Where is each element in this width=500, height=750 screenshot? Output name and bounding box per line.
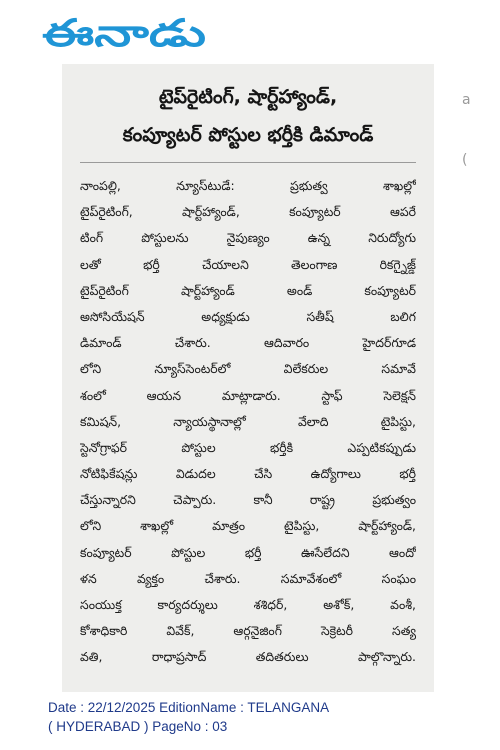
body-line: స్టెనోగ్రాఫర్‌ పోస్టుల భర్తీకి ఎప్పటికప్పుడు [80, 439, 416, 455]
body-line: ళన వ్యక్తం చేశారు. సమావేశంలో సంఘం [80, 570, 416, 586]
body-line: నాంపల్లి, న్యూస్‌టుడే: ప్రభుత్వ శాఖల్లో [80, 178, 416, 193]
logo-text: ఈనాడు [42, 11, 206, 55]
body-line: కమిషన్‌, న్యాయస్థానాల్లో వేలాది టైపిస్టు, [80, 413, 416, 429]
body-line: టైప్‌రైటింగ్‌ షార్ట్‌హ్యాండ్‌ అండ్‌ కంప్యూటర్‌ [80, 282, 416, 298]
headline-line-2: కంప్యూటర్‌ పోస్టుల భర్తీకి డిమాండ్‌ [122, 124, 374, 146]
adjacent-article-fragment: ( [462, 152, 468, 168]
body-line: చేస్తున్నారని చెప్పారు. కానీ రాష్ట్ర ప్రభుత్వం [80, 492, 416, 508]
body-line: లోని శాఖల్లో మాత్రం టైపిస్టు, షార్ట్‌హ్యాండ్‌, [80, 518, 416, 534]
body-line: టింగ్‌ పోస్టులను నైపుణ్యం ఉన్న నిరుద్యోగు [80, 230, 416, 246]
footer-date-edition: Date : 22/12/2025 EditionName : TELANGANA [48, 700, 330, 715]
body-line: టైప్‌రైటింగ్‌, షార్ట్‌హ్యాండ్‌, కంప్యూటర్‌ ఆపరే [80, 204, 416, 220]
clipping-footer [48, 698, 329, 736]
body-line: లోని న్యూస్‌సెంటర్‌లో విలేకరుల సమావే [80, 361, 416, 377]
article-headline [80, 78, 416, 154]
adjacent-article-fragment: a [462, 92, 471, 108]
eenadu-logo [40, 6, 210, 58]
headline-line-1: టైప్‌రైటింగ్‌, షార్ట్‌హ్యాండ్‌, [158, 86, 338, 108]
body-line: కోశాధికారి వివేక్‌, ఆర్గనైజింగ్‌ సెక్రెటరీ సత్య [80, 623, 416, 639]
body-line: శంలో ఆయన మాట్లాడారు. స్టాఫ్‌ సెలెక్షన్‌ [80, 387, 416, 403]
headline-divider [80, 162, 416, 163]
body-line: కంప్యూటర్‌ పోస్టుల భర్తీ ఊసేలేదని ఆందో [80, 544, 416, 560]
newspaper-clipping [62, 64, 434, 692]
body-line: అసోసియేషన్‌ అధ్యక్షుడు సతీష్‌ బలిగ [80, 308, 416, 324]
article-body [80, 173, 416, 671]
body-line: సంయుక్త కార్యదర్శులు శశిధర్‌, అశోక్‌, వంశీ, [80, 597, 416, 612]
body-line: వతి, రాధాప్రసాద్‌ తదితరులు పాల్గొన్నారు. [80, 649, 416, 665]
body-line: డిమాండ్‌ చేశారు. ఆదివారం హైదర్‌గూడ [80, 335, 416, 351]
body-line: లతో భర్తీ చేయాలని తెలంగాణ రికగ్నైజ్డ్‌ [80, 256, 416, 272]
body-line: నోటిఫికేషన్లు విడుదల చేసి ఉద్యోగాలు భర్తీ [80, 466, 416, 482]
footer-page-number: ( HYDERABAD ) PageNo : 03 [48, 719, 228, 734]
